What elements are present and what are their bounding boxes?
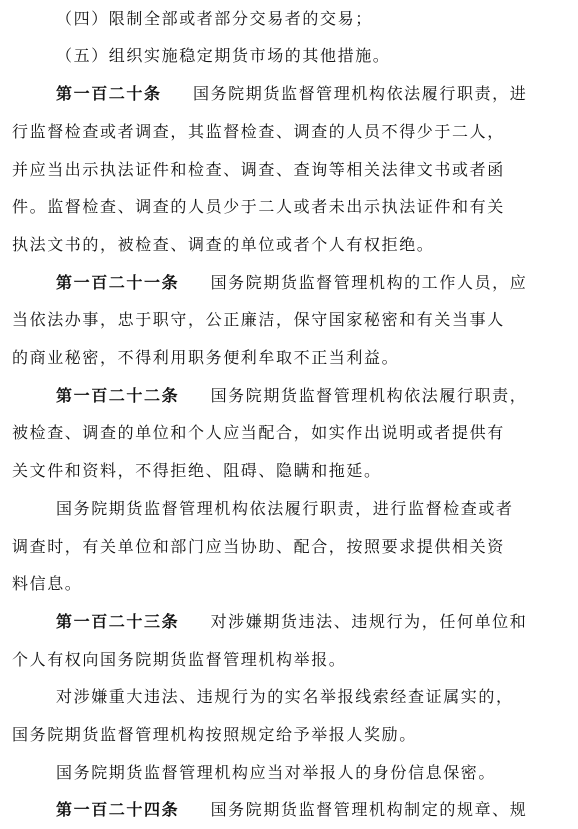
document-line (12, 237, 568, 253)
article-heading-line (56, 388, 568, 404)
document-line (12, 463, 568, 479)
document-line (12, 312, 568, 328)
article-heading-line (56, 86, 568, 102)
line-text: 调查时，有关单位和部门应当协助、配合，按照要求提供相关资 (12, 537, 505, 556)
article-heading-line (56, 614, 568, 630)
document-line (12, 425, 568, 441)
article-number-121: 第一百二十一条 (56, 273, 180, 292)
document-line (12, 652, 568, 668)
line-text: 个人有权向国务院期货监督管理机构举报。 (12, 650, 347, 669)
line-text: 当依法办事，忠于职守，公正廉洁，保守国家秘密和有关当事人 (12, 310, 505, 329)
line-text: （五）组织实施稳定期货市场的其他措施。 (56, 46, 391, 65)
document-line (56, 11, 568, 27)
document-line (56, 689, 568, 705)
line-text: 料信息。 (12, 574, 83, 593)
line-text: 国务院期货监督管理机构依法履行职责，进行监督检查或者 (56, 499, 514, 518)
line-text: 行监督检查或者调查，其监督检查、调查的人员不得少于二人， (12, 122, 505, 141)
document-line (56, 48, 568, 64)
document-line (12, 199, 568, 215)
document-line (12, 539, 568, 555)
document-line (12, 124, 568, 140)
line-text: 国务院期货监督管理机构依法履行职责，进 (192, 84, 528, 103)
article-heading-line (56, 802, 568, 818)
document-line (12, 162, 568, 178)
document-line (56, 765, 568, 781)
line-text: 执法文书的，被检查、调查的单位或者个人有权拒绝。 (12, 235, 435, 254)
line-text: 国务院期货监督管理机构应当对举报人的身份信息保密。 (56, 763, 497, 782)
document-line (56, 501, 568, 517)
line-text: 件。监督检查、调查的人员少于二人或者未出示执法证件和有关 (12, 197, 505, 216)
line-text: 并应当出示执法证件和检查、调查、查询等相关法律文书或者函 (12, 160, 505, 179)
article-number-120: 第一百二十条 (56, 84, 162, 103)
line-text: 关文件和资料，不得拒绝、阻碍、隐瞒和拖延。 (12, 461, 382, 480)
line-text: 的商业秘密，不得利用职务便利牟取不正当利益。 (12, 348, 400, 367)
article-number-122: 第一百二十二条 (56, 386, 180, 405)
line-text: 被检查、调查的单位和个人应当配合，如实作出说明或者提供有 (12, 423, 505, 442)
line-text: 对涉嫌期货违法、违规行为，任何单位和 (210, 612, 528, 631)
line-text: 对涉嫌重大违法、违规行为的实名举报线索经查证属实的， (56, 687, 514, 706)
document-line (12, 576, 568, 592)
line-text: 国务院期货监督管理机构的工作人员，应 (210, 273, 528, 292)
line-text: 国务院期货监督管理机构按照规定给予举报人奖励。 (12, 725, 417, 744)
document-line (12, 350, 568, 366)
line-text: 国务院期货监督管理机构制定的规章、规 (210, 800, 528, 819)
document-line (12, 727, 568, 743)
article-number-124: 第一百二十四条 (56, 800, 180, 819)
article-number-123: 第一百二十三条 (56, 612, 180, 631)
line-text: （四）限制全部或者部分交易者的交易； (56, 9, 373, 28)
line-text: 国务院期货监督管理机构依法履行职责， (210, 386, 528, 405)
article-heading-line (56, 275, 568, 291)
